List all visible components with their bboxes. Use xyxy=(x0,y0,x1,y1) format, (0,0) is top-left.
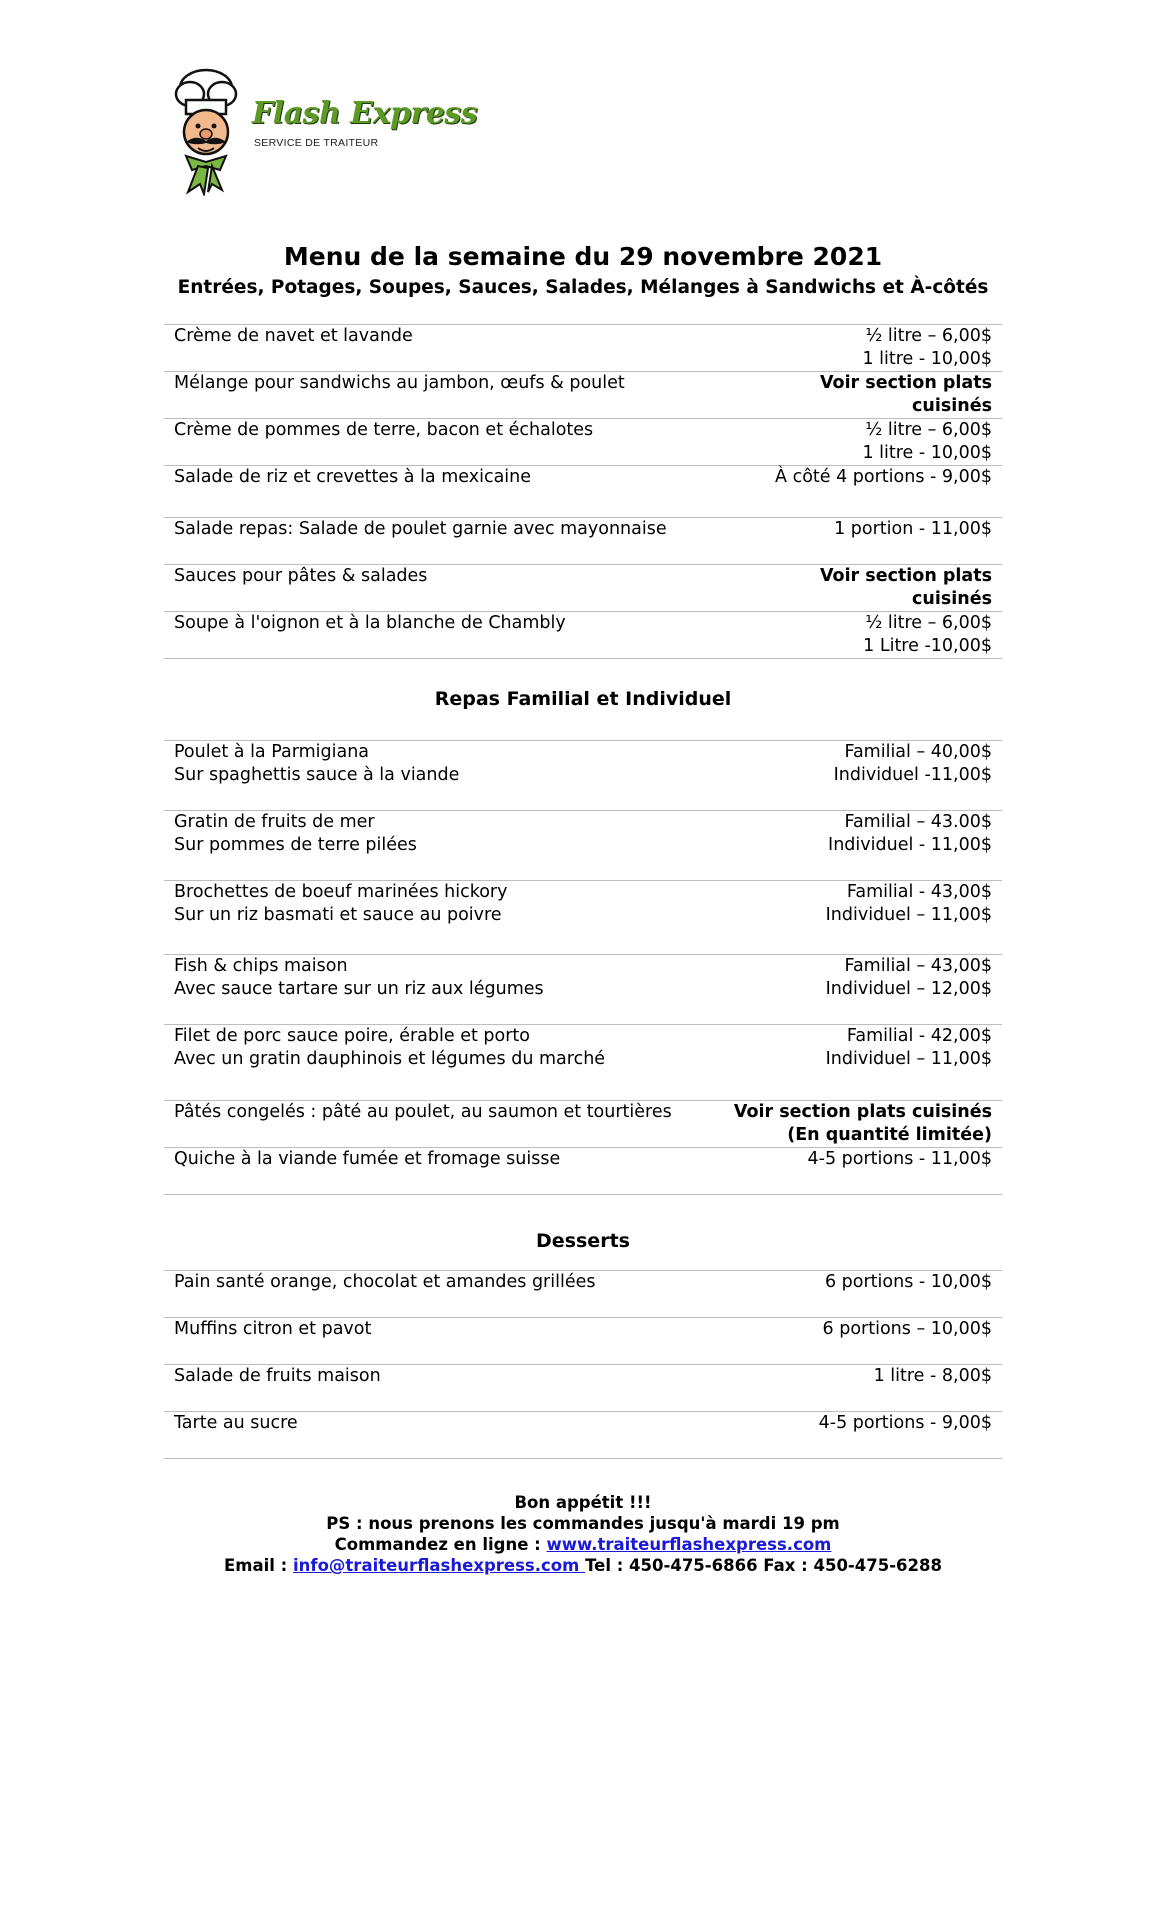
footer-greeting: Bon appétit !!! xyxy=(514,1493,652,1512)
price-line: 1 Litre -10,00$ xyxy=(863,636,992,656)
footer-order-line xyxy=(0,1534,1166,1555)
price-line: Familial – 43,00$ xyxy=(844,956,992,976)
entrees-row xyxy=(164,418,1002,465)
repas-row xyxy=(164,740,1002,810)
chef-icon xyxy=(168,66,258,196)
price-line: (En quantité limitée) xyxy=(787,1125,992,1145)
price-line: Individuel – 11,00$ xyxy=(825,905,992,925)
entrees-row xyxy=(164,517,1002,564)
desserts-row xyxy=(164,1317,1002,1364)
contact-info: Tel : 450-475-6866 Fax : 450-475-6288 xyxy=(585,1556,942,1575)
repas-row xyxy=(164,954,1002,1024)
item-price xyxy=(808,1148,992,1171)
description-line: Salade repas: Salade de poulet garnie avec mayonnaise xyxy=(174,519,667,539)
item-description xyxy=(174,612,566,635)
brand-tagline: SERVICE DE TRAITEUR xyxy=(254,137,379,149)
order-label: Commandez en ligne xyxy=(334,1535,529,1554)
price-line: cuisinés xyxy=(912,589,992,609)
item-price xyxy=(826,881,992,927)
entrees-row xyxy=(164,611,1002,658)
price-line: Familial - 43,00$ xyxy=(846,882,992,902)
price-line: Individuel - 11,00$ xyxy=(828,835,992,855)
price-line: 1 portion - 11,00$ xyxy=(834,519,992,539)
entrees-row xyxy=(164,371,1002,418)
item-description xyxy=(174,565,427,588)
item-description xyxy=(174,741,459,787)
desserts-row xyxy=(164,1270,1002,1317)
description-line: Sauces pour pâtes & salades xyxy=(174,566,428,586)
description-line: Poulet à la Parmigiana xyxy=(174,742,370,762)
item-description xyxy=(174,1271,595,1294)
price-line: 1 litre - 10,00$ xyxy=(862,349,992,369)
desserts-row xyxy=(164,1364,1002,1411)
item-price xyxy=(828,811,992,857)
item-description xyxy=(174,1318,371,1341)
description-line: Soupe à l'oignon et à la blanche de Chambly xyxy=(174,613,566,633)
price-line: Familial – 43.00$ xyxy=(844,812,992,832)
description-line: Pain santé orange, chocolat et amandes grillées xyxy=(174,1272,596,1292)
price-line: 4-5 portions - 9,00$ xyxy=(818,1413,992,1433)
item-price xyxy=(826,1025,992,1071)
entrees-row xyxy=(164,324,1002,371)
footer-ps: PS : nous prenons les commandes jusqu'à mardi 19 pm xyxy=(326,1514,840,1533)
price-line: Individuel – 12,00$ xyxy=(825,979,992,999)
item-description xyxy=(174,881,507,927)
description-line: Salade de fruits maison xyxy=(174,1366,381,1386)
description-line: Sur un riz basmati et sauce au poivre xyxy=(174,905,502,925)
repas-row xyxy=(164,1024,1002,1100)
desserts-table-bottom-rule xyxy=(164,1458,1002,1459)
description-line: Gratin de fruits de mer xyxy=(174,812,375,832)
price-line: 6 portions - 10,00$ xyxy=(824,1272,992,1292)
brand-name: Flash Express xyxy=(252,96,478,131)
entrees-row xyxy=(164,564,1002,611)
website-link[interactable]: www.traiteurflashexpress.com xyxy=(546,1535,832,1554)
page-title: Menu de la semaine du 29 novembre 2021 xyxy=(283,242,883,271)
item-price xyxy=(819,1412,992,1435)
entrees-row xyxy=(164,465,1002,517)
price-line: Familial - 42,00$ xyxy=(846,1026,992,1046)
description-line: Avec sauce tartare sur un riz aux légumes xyxy=(174,979,544,999)
price-line: Familial – 40,00$ xyxy=(844,742,992,762)
email-link[interactable]: info@traiteurflashexpress.com xyxy=(293,1556,586,1575)
entrees-table-bottom-rule xyxy=(164,658,1002,659)
price-line: 1 litre - 10,00$ xyxy=(862,443,992,463)
item-description xyxy=(174,1412,298,1435)
description-line: Sur spaghettis sauce à la viande xyxy=(174,765,460,785)
item-description xyxy=(174,466,531,489)
description-line: Brochettes de boeuf marinées hickory xyxy=(174,882,508,902)
repas-row xyxy=(164,810,1002,880)
item-description xyxy=(174,1025,605,1071)
item-description xyxy=(174,1365,381,1388)
description-line: Salade de riz et crevettes à la mexicaine xyxy=(174,467,532,487)
item-description xyxy=(174,955,544,1001)
item-price xyxy=(862,325,992,371)
page-subtitle: Entrées, Potages, Soupes, Sauces, Salades, Mélanges à Sandwichs et À-côtés xyxy=(177,277,989,298)
item-description xyxy=(174,1148,560,1171)
item-description xyxy=(174,1101,672,1124)
repas-row xyxy=(164,1100,1002,1147)
repas-table-bottom-rule xyxy=(164,1194,1002,1195)
description-line: Filet de porc sauce poire, érable et porto xyxy=(174,1026,530,1046)
repas-row xyxy=(164,880,1002,954)
item-price xyxy=(825,1271,992,1294)
description-line: Muffins citron et pavot xyxy=(174,1319,372,1339)
price-line: 1 litre - 8,00$ xyxy=(873,1366,992,1386)
item-description xyxy=(174,518,667,541)
description-line: Fish & chips maison xyxy=(174,956,348,976)
price-line: ½ litre – 6,00$ xyxy=(865,326,992,346)
description-line: Crème de pommes de terre, bacon et échalotes xyxy=(174,420,594,440)
price-line: Individuel – 11,00$ xyxy=(825,1049,992,1069)
description-line: Mélange pour sandwichs au jambon, œufs & poulet xyxy=(174,373,625,393)
price-line: 6 portions – 10,00$ xyxy=(822,1319,992,1339)
email-label: Email : xyxy=(224,1556,293,1575)
repas-row xyxy=(164,1147,1002,1194)
item-price xyxy=(874,1365,992,1388)
item-price xyxy=(775,466,992,489)
item-price xyxy=(834,741,992,787)
desserts-row xyxy=(164,1411,1002,1458)
description-line: Sur pommes de terre pilées xyxy=(174,835,417,855)
repas-heading: Repas Familial et Individuel xyxy=(434,688,732,710)
price-line: cuisinés xyxy=(912,396,992,416)
order-separator: : xyxy=(528,1535,547,1554)
item-price xyxy=(820,565,992,611)
item-price xyxy=(734,1101,992,1147)
description-line: Crème de navet et lavande xyxy=(174,326,413,346)
description-line: Avec un gratin dauphinois et légumes du marché xyxy=(174,1049,606,1069)
item-price xyxy=(863,612,992,658)
description-line: Tarte au sucre xyxy=(174,1413,298,1433)
footer xyxy=(0,1492,1166,1576)
price-line: ½ litre – 6,00$ xyxy=(865,613,992,633)
item-price xyxy=(820,372,992,418)
item-description xyxy=(174,325,413,348)
price-line: Voir section plats xyxy=(819,566,992,586)
price-line: Individuel -11,00$ xyxy=(833,765,992,785)
description-line: Pâtés congelés : pâté au poulet, au saumon et tourtières xyxy=(174,1102,672,1122)
desserts-heading: Desserts xyxy=(536,1230,630,1252)
item-price xyxy=(823,1318,992,1341)
price-line: À côté 4 portions - 9,00$ xyxy=(775,467,992,487)
item-price xyxy=(862,419,992,465)
brand-logo xyxy=(168,66,478,196)
item-description xyxy=(174,372,625,395)
price-line: Voir section plats cuisinés xyxy=(733,1102,992,1122)
item-description xyxy=(174,419,593,442)
price-line: Voir section plats xyxy=(819,373,992,393)
footer-contact-line xyxy=(0,1555,1166,1576)
item-price xyxy=(834,518,992,541)
price-line: 4-5 portions - 11,00$ xyxy=(807,1149,992,1169)
price-line: ½ litre – 6,00$ xyxy=(865,420,992,440)
description-line: Quiche à la viande fumée et fromage suisse xyxy=(174,1149,561,1169)
item-price xyxy=(826,955,992,1001)
item-description xyxy=(174,811,417,857)
